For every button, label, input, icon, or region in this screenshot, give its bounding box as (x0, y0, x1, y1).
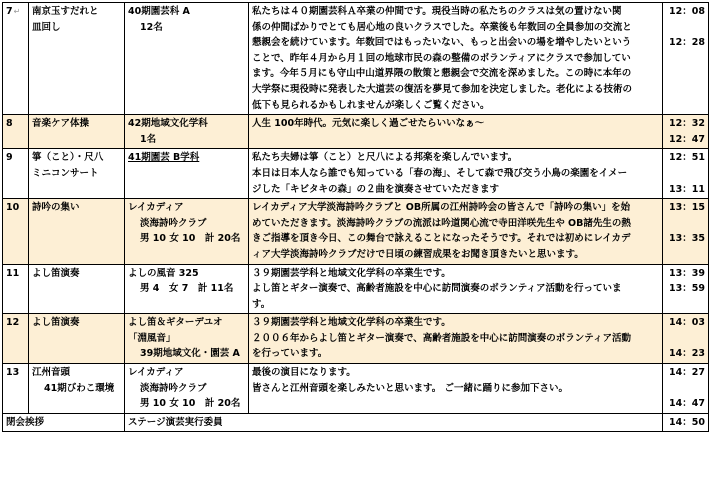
act-title: 箏（こと）・尺八 ミニコンサート (29, 149, 125, 199)
time-slot: 12：08 12：28 (663, 3, 709, 115)
performer: 42期地域文化学科 1名 (125, 115, 249, 149)
performer: よしの風音 325 男 4 女 7 計 11名 (125, 264, 249, 314)
time-slot: 12：51 13：11 (663, 149, 709, 199)
act-title: 江州音頭 41期びわこ環境 (29, 364, 125, 414)
program-row-12 (3, 314, 709, 364)
description: 私たち夫婦は箏（こと）と尺八による邦楽を楽しんでいます。 本日は日本人なら誰でも知っている「春の海」、そして森で飛び交う小鳥の楽園をイメー ジした「キビタキの森」の２曲を演奏させていただきます (249, 149, 663, 199)
performer: レイカディア 淡海詩吟クラブ 男 10 女 10 計 20名 (125, 364, 249, 414)
row-number: 9 (3, 149, 29, 199)
program-row-11 (3, 264, 709, 314)
act-title: よし笛演奏 (29, 264, 125, 314)
return-mark: ↵ (13, 7, 21, 16)
performer: よし笛＆ギターデユオ 「淵風音」 39期地域文化・園芸 A (125, 314, 249, 364)
performer: レイカディア 淡海詩吟クラブ 男 10 女 10 計 20名 (125, 199, 249, 264)
program-row-10 (3, 199, 709, 264)
row-number: 8 (3, 115, 29, 149)
act-title: 南京玉すだれと 皿回し (29, 3, 125, 115)
act-title: 音楽ケア体操 (29, 115, 125, 149)
program-row-13 (3, 364, 709, 414)
program-body (3, 3, 709, 432)
row-number: 7↵ (3, 3, 29, 115)
row-number: 13 (3, 364, 29, 414)
program-row-8 (3, 115, 709, 149)
closing-time: 14：50 (663, 413, 709, 432)
description: レイカディア大学淡海詩吟クラブと OB所属の江州詩吟会の皆さんで「詩吟の集い」を始 めていただきます。淡海詩吟クラブの流派は吟道関心流で寺田洋咲先生や OB諸先生の熱 きご指導を頂き今日、この舞台で詠えることになったそうです。それでは初めにレイカデ ィア大学淡海詩吟クラブだけで日頃の練習成果をお聞き頂きたいと思います。 (249, 199, 663, 264)
program-row-9 (3, 149, 709, 199)
time-slot: 14：27 14：47 (663, 364, 709, 414)
row-number: 12 (3, 314, 29, 364)
performer: 41期園芸 B学科 (125, 149, 249, 199)
program-table (2, 2, 709, 432)
description: 最後の演目になります。 皆さんと江州音頭を楽しみたいと思います。 ご一緒に踊りに参加下さい。 (249, 364, 663, 414)
description: 人生 100年時代。元気に楽しく過ごせたらいいなぁ～ (249, 115, 663, 149)
description: 私たちは４０期園芸科Ａ卒業の仲間です。現役当時の私たちのクラスは気の置けない関 係の仲間ばかりでとても居心地の良いクラスでした。卒業後も年数回の全員参加の交流と 懇親会を続けています。年数回ではもったいない、もっと出会いの場を増やしたいという ことで、昨年４月から月１回の地球市民の森の整備のボランティアにクラスで参加してい ます。今年５月にも守山中山道界隈の散策と懇親会で交流を深めました。この時に本年の 大学祭に現役時に発表した大道芸の復活を夢見て参加を決定しました。老化による技術の 低下も見られるかもしれませんが楽しくご覧ください。 (249, 3, 663, 115)
act-title: よし笛演奏 (29, 314, 125, 364)
description: ３９期園芸学科と地域文化学科の卒業生です。 よし笛とギター演奏で、高齢者施設を中心に訪問演奏のボランティア活動を行っていま す。 (249, 264, 663, 314)
program-row-7 (3, 3, 709, 115)
time-slot: 12：32 12：47 (663, 115, 709, 149)
row-number: 10 (3, 199, 29, 264)
time-slot: 13：39 13：59 (663, 264, 709, 314)
closing-title: 閉会挨拶 (3, 413, 125, 432)
closing-performer: ステージ演芸実行委員 (125, 413, 663, 432)
time-slot: 14：03 14：23 (663, 314, 709, 364)
performer: 40期園芸科 A 12名 (125, 3, 249, 115)
program-row-closing (3, 413, 709, 432)
act-title: 詩吟の集い (29, 199, 125, 264)
time-slot: 13：15 13：35 (663, 199, 709, 264)
description: ３９期園芸学科と地域文化学科の卒業生です。 ２００６年からよし笛とギター演奏で、高齢者施設を中心に訪問演奏のボランティア活動 を行っています。 (249, 314, 663, 364)
row-number: 11 (3, 264, 29, 314)
